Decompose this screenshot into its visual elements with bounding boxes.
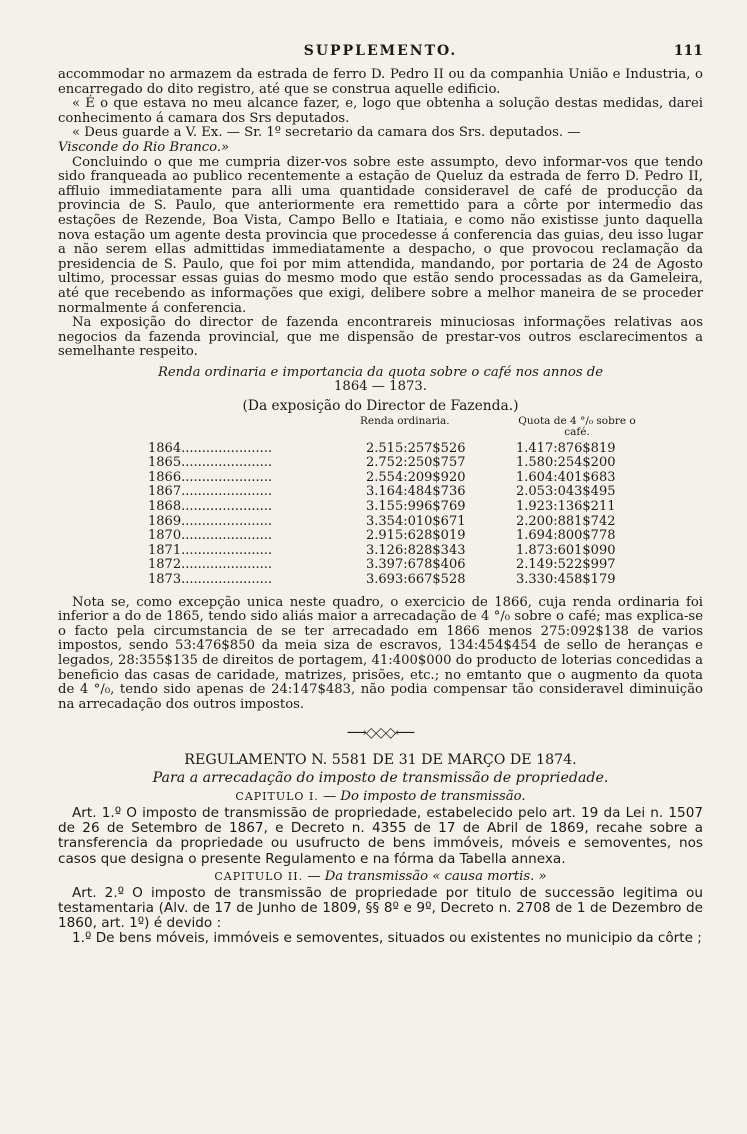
chapter-1-title: — Do imposto de transmissão.: [323, 788, 526, 804]
year-value: 1870: [148, 529, 182, 544]
column-header-quota: Quota de 4 °/₀ sobre o café.: [518, 414, 636, 438]
page-number: 111: [673, 43, 703, 59]
leader-dots: ......................: [181, 529, 273, 544]
year-value: 1873: [148, 573, 182, 587]
leader-dots: ......................: [181, 558, 273, 573]
table-row-year: [148, 515, 366, 530]
table-cell-quota: 1.923:136$211: [516, 499, 616, 515]
table-row: [58, 529, 703, 544]
note-paragraph: Nota se, como excepção unica neste quadro, o exercicio de 1866, cuja renda ordinaria foi inferior a do de 1865, tendo sido aliás maior a arrecadação de 4 °/₀ sobre o café; mas explica-se o facto pela circumstancia de se ter arrecadado em 1866 menos 275:092$138 de varios impostos, sendo 53:476$850 da meia siza de escravos, 134:454$454 de sello de heranças e legados, 28:355$135 de direitos de portagem, 41:400$000 do producto de loterias concedidas a beneficio das casas de caridade, matrizes, prisões, etc.; no emtanto que o augmento da quota de 4 °/₀, tendo sido apenas de 24:147$483, não podia compensar tão consideravel diminuição na arrecadação dos outros impostos.: [58, 594, 703, 712]
table-years-span: 1864 — 1873.: [334, 379, 427, 395]
table-body: [58, 442, 703, 588]
article-1: Art. 1.º O imposto de transmissão de propriedade, estabelecido pelo art. 19 da Lei n. 1507 de 26 de Setembro de 1867, e Decreto n. 4355 de 17 de Abril de 1869, recahe sobre a transferencia da propriedade ou usufructo de bens immóveis, móveis e semoventes, nos casos que designa o presente Regulamento e na fórma da Tabella annexa.: [58, 804, 703, 867]
paragraph-2: « É o que estava no meu alcance fazer, e, logo que obtenha a solução destas medidas, darei conhecimento á camara dos Srs deputados.: [58, 96, 703, 126]
chapter-1-heading: [58, 788, 703, 806]
table-cell-quota: 3.330:458$179: [516, 572, 616, 587]
leader-dots: ......................: [181, 441, 273, 456]
ornamental-divider: ⟶◇◇◇⟵: [346, 725, 415, 742]
regulation-subtitle: Para a arrecadação do imposto de transmissão de propriedade.: [152, 769, 609, 786]
regulation-section: [58, 751, 703, 947]
year-value: 1865: [148, 456, 182, 471]
table-row-year: [148, 442, 366, 457]
article-2: Art. 2.º O imposto de transmissão de propriedade por titulo de successão legitima ou testamentaria (Alv. de 17 de Junho de 1809, §§ 8º e 9º, Decreto n. 2708 de 1 de Dezembro de 1860, art. 1º) é devido :: [58, 884, 703, 932]
leader-dots: ......................: [181, 543, 273, 558]
table-row-year: [148, 558, 366, 573]
table-cell-renda: 3.354:010$671: [366, 513, 466, 529]
paragraph-5: Na exposição do director de fazenda encontrareis minuciosas informações relativas aos negocios da fazenda provincial, que me dispensão de prestar-vos outros esclarecimentos a semelhante respeito.: [58, 315, 703, 360]
page-header-title: SUPPLEMENTO.: [303, 43, 458, 59]
table-cell-quota: 1.873:601$090: [516, 542, 616, 558]
table-cell-quota: 2.200:881$742: [516, 513, 616, 529]
leader-dots: ......................: [181, 514, 273, 529]
leader-dots: ......................: [181, 573, 273, 587]
table-row-year: [148, 471, 366, 486]
table-row: [58, 500, 703, 515]
column-header-renda: Renda ordinaria.: [360, 414, 450, 427]
table-row: [58, 485, 703, 500]
regulation-title: REGULAMENTO N. 5581 DE 31 DE MARÇO DE 1874.: [184, 751, 577, 768]
table-cell-renda: 3.693:667$528: [366, 572, 466, 587]
year-value: 1871: [148, 543, 182, 558]
table-row: [58, 456, 703, 471]
table-row-year: [148, 500, 366, 515]
table-row: [58, 442, 703, 457]
table-row: [58, 471, 703, 486]
table-cell-quota: 1.417:876$819: [516, 440, 616, 456]
year-value: 1868: [148, 500, 182, 515]
table-cell-quota: 1.580:254$200: [516, 455, 616, 471]
table-row: [58, 515, 703, 530]
table-row-year: [148, 456, 366, 471]
year-value: 1864: [148, 441, 182, 456]
chapter-2-heading: [58, 868, 703, 886]
table-cell-quota: 2.149:522$997: [516, 557, 616, 573]
paragraph-1: accommodar no armazem da estrada de ferro D. Pedro II ou da companhia União e Industria, o encarregado do dito registro, até que se construa aquelle edificio.: [58, 67, 703, 97]
table-row: [58, 558, 703, 573]
table-cell-quota: 1.604:401$683: [516, 469, 616, 485]
paragraph-3: « Deus guarde a V. Ex. — Sr. 1º secretario da camara dos Srs. deputados. —: [72, 125, 581, 141]
table-title: Renda ordinaria e importancia da quota sobre o café nos annos de: [157, 364, 604, 380]
leader-dots: ......................: [181, 470, 273, 485]
table-row: [58, 544, 703, 559]
table-row-year: [148, 529, 366, 544]
table-cell-quota: 2.053:043$495: [516, 484, 616, 500]
chapter-2-label: CAPITULO II.: [214, 869, 304, 883]
table-cell-renda: 2.515:257$526: [366, 440, 466, 456]
year-value: 1867: [148, 485, 182, 500]
chapter-1-label: CAPITULO I.: [235, 789, 319, 803]
table-cell-renda: 2.554:209$920: [366, 469, 466, 485]
year-value: 1866: [148, 470, 182, 485]
table-cell-renda: 3.126:828$343: [366, 542, 466, 558]
revenue-table: [58, 366, 703, 588]
table-source: (Da exposição do Director de Fazenda.): [242, 398, 519, 415]
table-row-year: [148, 485, 366, 500]
table-cell-renda: 3.155:996$769: [366, 499, 466, 515]
signature: Visconde do Rio Branco.»: [58, 139, 230, 155]
article-2-item-1: 1.º De bens móveis, immóveis e semoventes, situados ou existentes no municipio da côrte ;: [72, 930, 702, 947]
table-cell-renda: 2.752:250$757: [366, 455, 466, 471]
paragraph-4: Concluindo o que me cumpria dizer-vos sobre este assumpto, devo informar-vos que tendo sido franqueada ao publico recentemente a estação de Queluz da estrada de ferro D. Pedro II, affluio immediatamente para alli uma quantidade consideravel de café de producção da provincia de S. Paulo, que anteriormente era remettido para a côrte por intermedio das estações de Rezende, Boa Vista, Campo Bello e Itatiaia, e como não existisse junto daquella nova estação um agente desta provincia que procedesse á conferencia das guias, deu isso lugar a não serem ellas admittidas immediatamente a despacho, o que provocou reclamação da presidencia de S. Paulo, que foi por mim attendida, mandando, por portaria de 24 de Agosto ultimo, processar essas guias do mesmo modo que estão sendo processadas as da Gameleira, até que recebendo as informações que exigi, delibere sobre a melhor maneira de se proceder normalmente á conferencia.: [58, 154, 703, 316]
table-cell-renda: 2.915:628$019: [366, 528, 466, 544]
table-cell-renda: 3.397:678$406: [366, 557, 466, 573]
table-header-row: [58, 416, 703, 438]
leader-dots: ......................: [181, 456, 273, 471]
year-value: 1872: [148, 558, 182, 573]
table-cell-quota: 1.694:800$778: [516, 528, 616, 544]
leader-dots: ......................: [181, 485, 273, 500]
table-row: [58, 573, 703, 588]
year-value: 1869: [148, 514, 182, 529]
table-cell-renda: 3.164:484$736: [366, 484, 466, 500]
page-header: [58, 44, 703, 64]
table-row-year: [148, 544, 366, 559]
leader-dots: ......................: [181, 500, 273, 515]
chapter-2-title: — Da transmissão « causa mortis. »: [307, 868, 547, 884]
table-row-year: [148, 573, 366, 588]
